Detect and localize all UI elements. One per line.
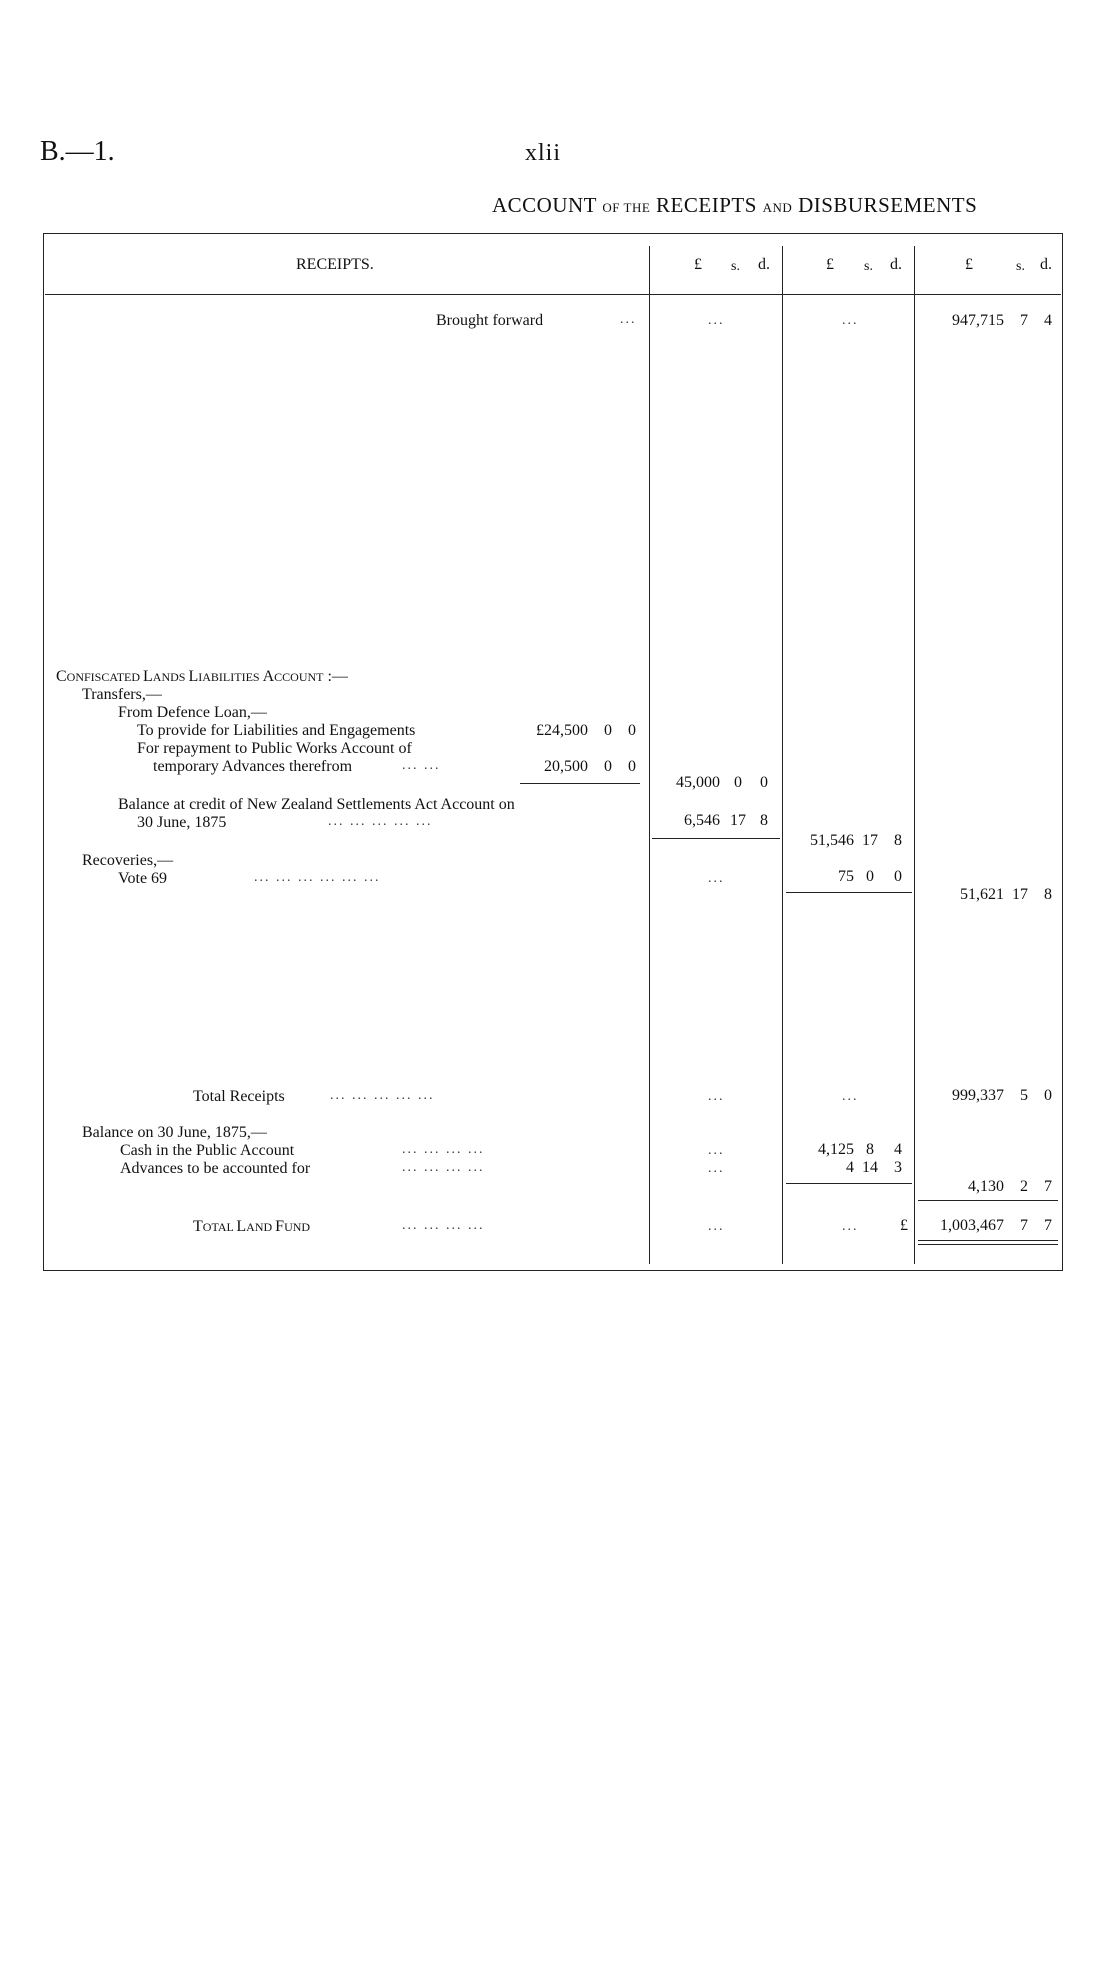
repayment-label-2: temporary Advances therefrom	[153, 758, 353, 775]
cash-label: Cash in the Public Account	[120, 1142, 295, 1159]
provide-pounds: £24,500	[536, 722, 588, 739]
page-number: xlii	[525, 140, 562, 166]
col1-empty: ...	[708, 871, 725, 886]
sum-rule	[652, 838, 780, 839]
leader-dots: ... ... ... ... ... ...	[254, 870, 381, 885]
subtotal-shillings: 0	[734, 774, 742, 791]
total-receipts-shillings: 5	[1020, 1087, 1028, 1104]
recoveries-total-pounds: 51,621	[960, 886, 1004, 903]
balance-june-pence: 7	[1044, 1178, 1052, 1195]
total-land-fund-pounds: 1,003,467	[940, 1217, 1004, 1234]
col2-pound-header: £	[826, 256, 834, 273]
balance-june-pounds: 4,130	[968, 1178, 1004, 1195]
subtotal-pounds: 45,000	[676, 774, 720, 791]
advances-pence: 3	[894, 1159, 902, 1176]
col2-shilling-header: s.	[864, 259, 873, 274]
vote-pounds: 75	[838, 868, 854, 885]
recoveries-total-pence: 8	[1044, 886, 1052, 903]
title-word: ACCOUNT	[492, 193, 597, 217]
col2-empty: ...	[842, 313, 859, 328]
provide-label: To provide for Liabilities and Engagements	[137, 722, 416, 739]
double-rule	[918, 1240, 1058, 1241]
leader-dots: ... ... ... ... ...	[330, 1088, 435, 1103]
total-land-fund-pence: 7	[1044, 1217, 1052, 1234]
col2-empty: ...	[842, 1089, 859, 1104]
leader-dots: ... ... ... ... ...	[328, 814, 433, 829]
col3-shilling-header: s.	[1016, 259, 1025, 274]
provide-pence: 0	[628, 722, 636, 739]
leader-dots: ... ... ... ...	[402, 1142, 485, 1157]
confiscated-total-shillings: 17	[862, 832, 878, 849]
receipts-header: RECEIPTS.	[296, 256, 374, 273]
sum-rule	[918, 1200, 1058, 1201]
double-rule	[918, 1244, 1058, 1245]
col1-empty: ...	[708, 1161, 725, 1176]
col2-empty: ...	[842, 1219, 859, 1234]
total-land-fund-label: TOTAL LAND FUND	[193, 1218, 311, 1235]
col3-pence-header: d.	[1040, 256, 1052, 273]
balance-shillings: 17	[730, 812, 746, 829]
total-receipts-pence: 0	[1044, 1087, 1052, 1104]
transfers-label: Transfers,—	[82, 686, 162, 703]
col1-empty: ...	[708, 313, 725, 328]
col1-empty: ...	[708, 1143, 725, 1158]
confiscated-heading: CONFISCATED LANDS LIABILITIES ACCOUNT :—	[56, 668, 348, 685]
leader-dots: ... ... ... ...	[402, 1218, 485, 1233]
col1-pence-header: d.	[758, 256, 770, 273]
col1-pound-header: £	[694, 256, 702, 273]
balance-june-shillings: 2	[1020, 1178, 1028, 1195]
balance-june-label: Balance on 30 June, 1875,—	[82, 1124, 267, 1141]
column-divider	[914, 246, 915, 1264]
recoveries-label: Recoveries,—	[82, 852, 174, 869]
total-receipts-pounds: 999,337	[952, 1087, 1004, 1104]
title-word: DISBURSEMENTS	[798, 193, 978, 217]
repayment-pounds: 20,500	[544, 758, 588, 775]
balance-label-2: 30 June, 1875	[137, 814, 227, 831]
provide-shillings: 0	[604, 722, 612, 739]
leader-dots: ... ... ... ...	[402, 1160, 485, 1175]
brought-forward-shillings: 7	[1020, 312, 1028, 329]
cash-shillings: 8	[866, 1141, 874, 1158]
advances-pounds: 4	[846, 1159, 854, 1176]
brought-forward-label: Brought forward	[436, 312, 544, 329]
col1-empty: ...	[708, 1219, 725, 1234]
leader-dots: ...	[620, 312, 637, 327]
vote-shillings: 0	[866, 868, 874, 885]
brought-forward-pence: 4	[1044, 312, 1052, 329]
total-land-fund-shillings: 7	[1020, 1217, 1028, 1234]
col1-empty: ...	[708, 1089, 725, 1104]
col3-pound-header: £	[965, 256, 973, 273]
title-word: OF THE	[602, 200, 651, 215]
col2-pence-header: d.	[890, 256, 902, 273]
column-divider	[782, 246, 783, 1264]
advances-label: Advances to be accounted for	[120, 1160, 311, 1177]
total-receipts-label: Total Receipts	[193, 1088, 285, 1105]
recoveries-total-shillings: 17	[1012, 886, 1028, 903]
repayment-pence: 0	[628, 758, 636, 775]
leader-dots: ... ...	[402, 758, 441, 773]
balance-pence: 8	[760, 812, 768, 829]
subtotal-pence: 0	[760, 774, 768, 791]
confiscated-total-pence: 8	[894, 832, 902, 849]
from-defence-label: From Defence Loan,—	[118, 704, 267, 721]
document-reference: B.—1.	[40, 136, 115, 167]
title-word: AND	[762, 200, 793, 215]
vote-label: Vote 69	[118, 870, 168, 887]
advances-shillings: 14	[862, 1159, 878, 1176]
repayment-label-1: For repayment to Public Works Account of	[137, 740, 412, 757]
repayment-shillings: 0	[604, 758, 612, 775]
pound-sign: £	[900, 1217, 908, 1234]
balance-label-1: Balance at credit of New Zealand Settlements Act Account on	[118, 796, 515, 813]
vote-pence: 0	[894, 868, 902, 885]
balance-pounds: 6,546	[684, 812, 720, 829]
brought-forward-pounds: 947,715	[952, 312, 1004, 329]
title-word: RECEIPTS	[656, 193, 757, 217]
confiscated-total-pounds: 51,546	[810, 832, 854, 849]
col1-shilling-header: s.	[731, 259, 740, 274]
cash-pence: 4	[894, 1141, 902, 1158]
sum-rule	[786, 892, 912, 893]
sum-rule	[520, 783, 640, 784]
header-rule	[45, 294, 1061, 295]
column-divider	[649, 246, 650, 1264]
cash-pounds: 4,125	[818, 1141, 854, 1158]
page-title	[492, 193, 977, 218]
sum-rule	[786, 1183, 912, 1184]
